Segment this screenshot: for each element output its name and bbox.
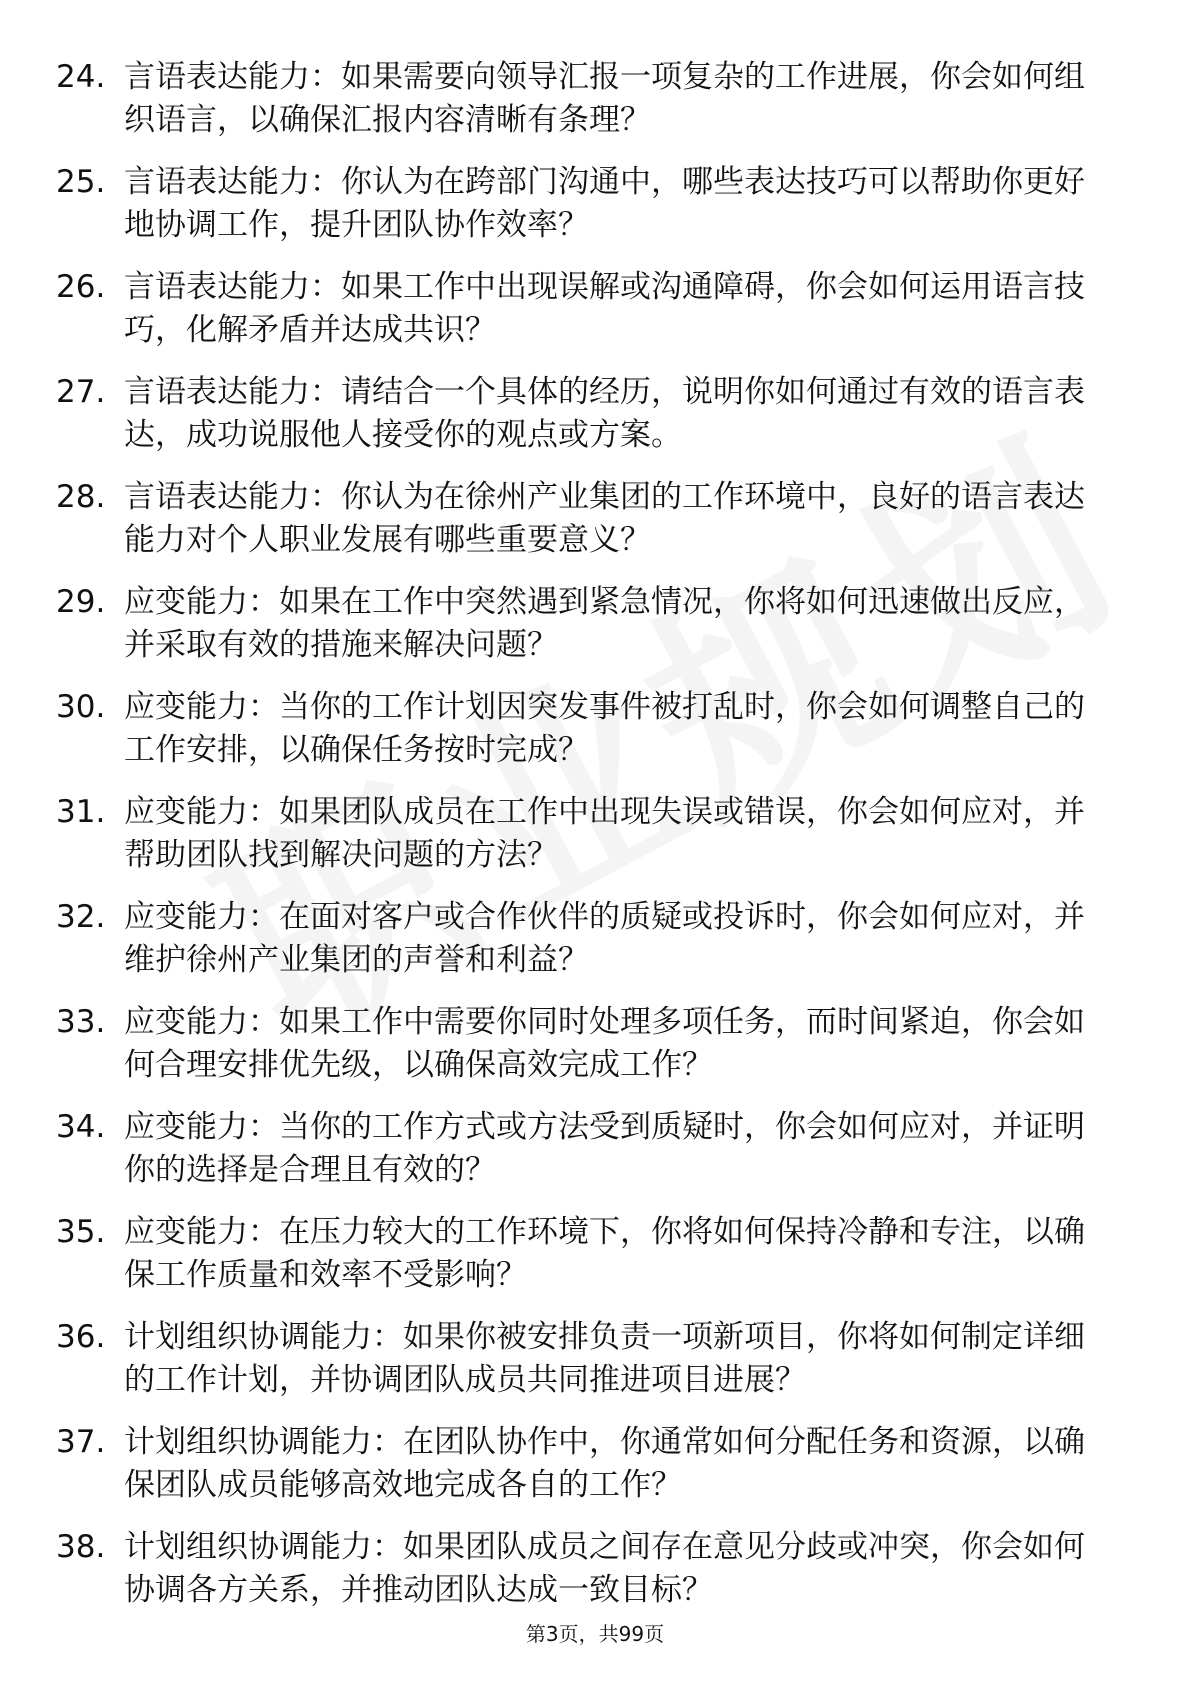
question-item xyxy=(0,573,1190,678)
question-text: 计划组织协调能力：在团队协作中，你通常如何分配任务和资源，以确保团队成员能够高效地完成各自的工作？ xyxy=(124,1424,1085,1503)
question-number: 28. xyxy=(56,479,106,515)
question-number: 26. xyxy=(56,269,106,305)
question-item xyxy=(0,363,1190,468)
question-number: 35. xyxy=(56,1214,106,1250)
question-text: 计划组织协调能力：如果团队成员之间存在意见分歧或冲突，你会如何协调各方关系，并推动团队达成一致目标？ xyxy=(124,1529,1085,1608)
question-item xyxy=(0,48,1190,153)
question-list xyxy=(0,48,1190,1623)
question-number: 30. xyxy=(56,689,106,725)
question-item xyxy=(0,1203,1190,1308)
question-text: 言语表达能力：如果工作中出现误解或沟通障碍，你会如何运用语言技巧，化解矛盾并达成共识？ xyxy=(124,269,1085,348)
question-text: 言语表达能力：如果需要向领导汇报一项复杂的工作进展，你会如何组织语言，以确保汇报内容清晰有条理？ xyxy=(124,59,1085,138)
question-text: 言语表达能力：你认为在跨部门沟通中，哪些表达技巧可以帮助你更好地协调工作，提升团队协作效率？ xyxy=(124,164,1085,243)
question-item xyxy=(0,1413,1190,1518)
question-item xyxy=(0,468,1190,573)
question-number: 37. xyxy=(56,1424,106,1460)
question-text: 应变能力：如果团队成员在工作中出现失误或错误，你会如何应对，并帮助团队找到解决问题的方法？ xyxy=(124,794,1085,873)
question-item xyxy=(0,678,1190,783)
question-number: 33. xyxy=(56,1004,106,1040)
question-text: 应变能力：在面对客户或合作伙伴的质疑或投诉时，你会如何应对，并维护徐州产业集团的声誉和利益？ xyxy=(124,899,1085,978)
question-item xyxy=(0,1518,1190,1623)
question-number: 31. xyxy=(56,794,106,830)
question-text: 言语表达能力：请结合一个具体的经历，说明你如何通过有效的语言表达，成功说服他人接受你的观点或方案。 xyxy=(124,374,1085,453)
question-number: 29. xyxy=(56,584,106,620)
question-text: 计划组织协调能力：如果你被安排负责一项新项目，你将如何制定详细的工作计划，并协调团队成员共同推进项目进展？ xyxy=(124,1319,1085,1398)
question-item xyxy=(0,993,1190,1098)
question-number: 34. xyxy=(56,1109,106,1145)
question-item xyxy=(0,888,1190,993)
question-item xyxy=(0,1098,1190,1203)
page-footer: 第3页，共99页 xyxy=(525,1622,665,1646)
question-text: 应变能力：如果在工作中突然遇到紧急情况，你将如何迅速做出反应，并采取有效的措施来解决问题？ xyxy=(124,584,1085,663)
question-number: 27. xyxy=(56,374,106,410)
question-text: 应变能力：当你的工作计划因突发事件被打乱时，你会如何调整自己的工作安排，以确保任务按时完成？ xyxy=(124,689,1085,768)
question-number: 24. xyxy=(56,59,106,95)
question-number: 38. xyxy=(56,1529,106,1565)
question-text: 应变能力：在压力较大的工作环境下，你将如何保持冷静和专注，以确保工作质量和效率不受影响？ xyxy=(124,1214,1085,1293)
question-item xyxy=(0,153,1190,258)
question-number: 32. xyxy=(56,899,106,935)
question-text: 应变能力：当你的工作方式或方法受到质疑时，你会如何应对，并证明你的选择是合理且有效的？ xyxy=(124,1109,1085,1188)
question-number: 25. xyxy=(56,164,106,200)
question-text: 言语表达能力：你认为在徐州产业集团的工作环境中，良好的语言表达能力对个人职业发展有哪些重要意义？ xyxy=(124,479,1085,558)
question-text: 应变能力：如果工作中需要你同时处理多项任务，而时间紧迫，你会如何合理安排优先级，以确保高效完成工作？ xyxy=(124,1004,1085,1083)
question-item xyxy=(0,258,1190,363)
question-number: 36. xyxy=(56,1319,106,1355)
question-item xyxy=(0,1308,1190,1413)
question-item xyxy=(0,783,1190,888)
